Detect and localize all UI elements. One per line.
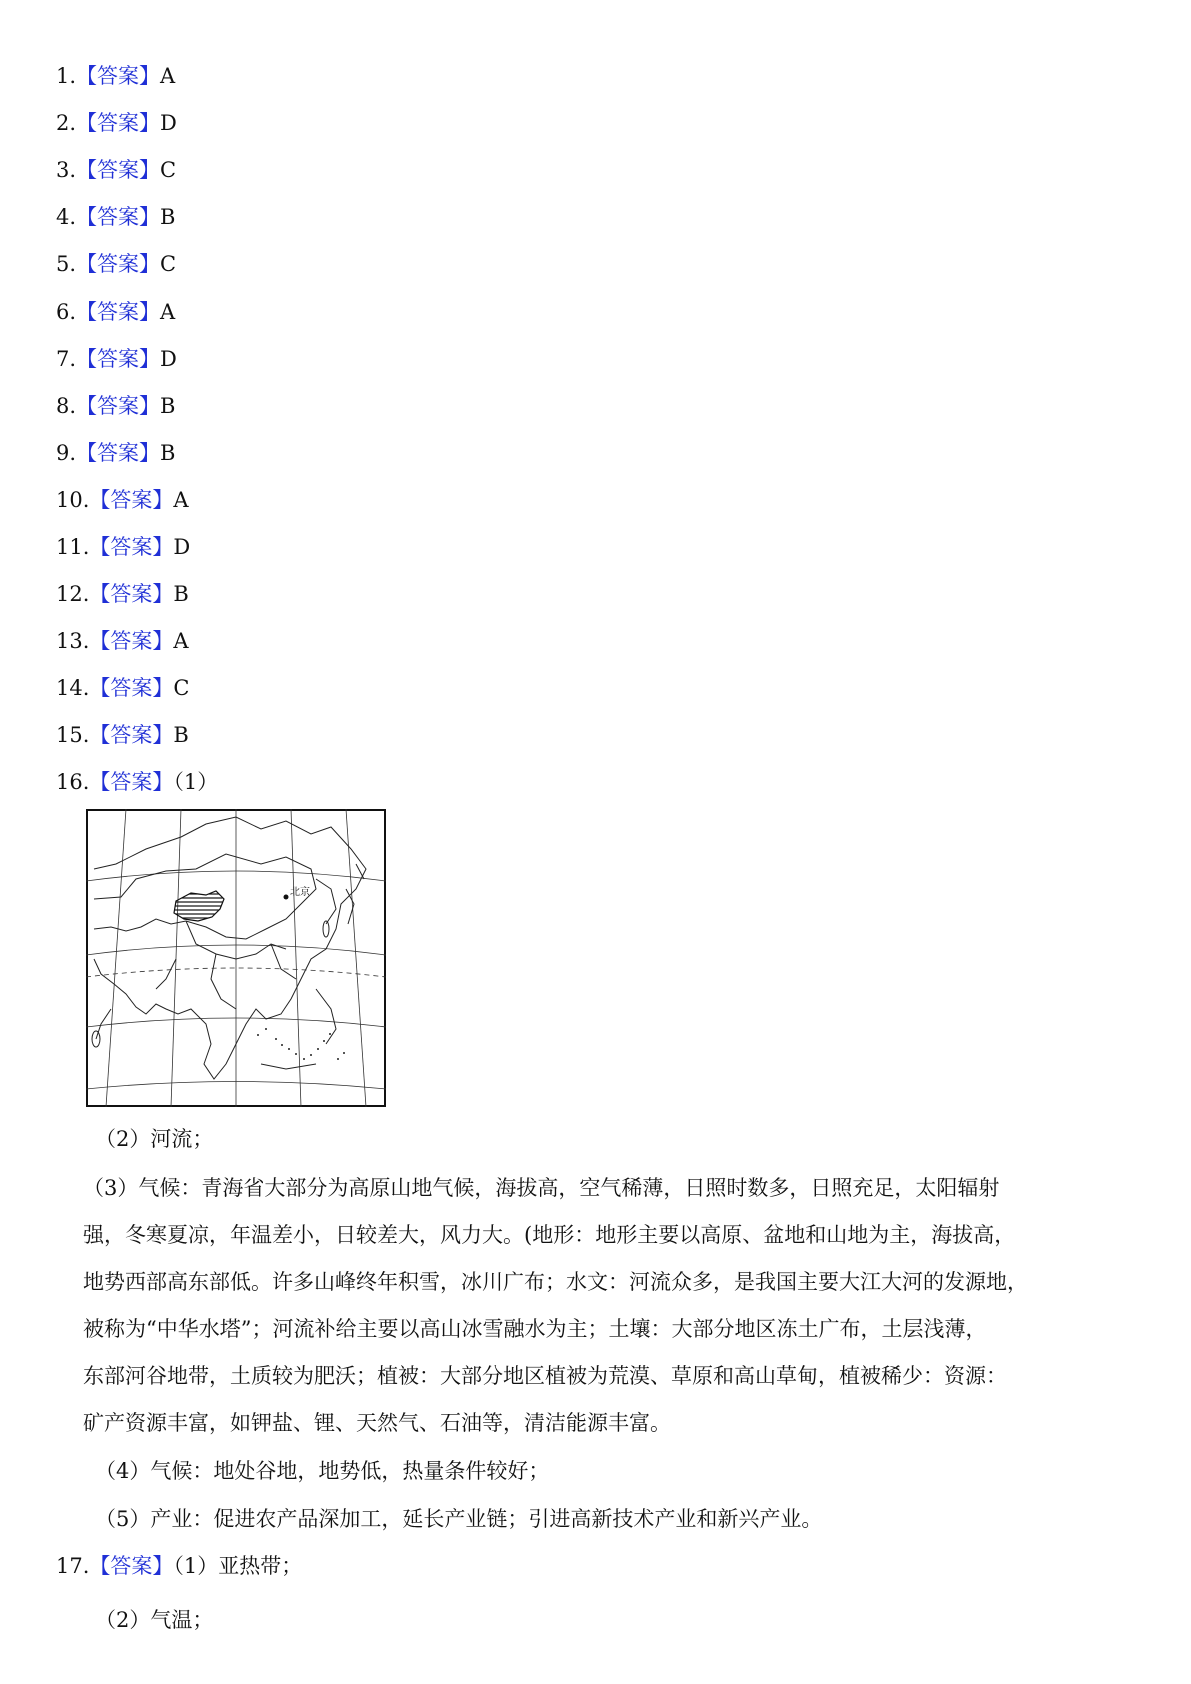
q16-part-2: （2）河流； [95,1127,214,1151]
q16-part-3-line: 矿产资源丰富，如钾盐、锂、天然气、石油等，清洁能源丰富。 [83,1411,671,1435]
answer-number: 15. [56,723,90,747]
answer-tag: 【答案】 [76,300,161,324]
answer-value: B [160,205,176,229]
answer-line [56,438,175,468]
answer-value: D [160,111,177,135]
answer-value: B [173,582,189,606]
answer-tag: 【答案】 [76,441,161,465]
asia-map-figure [86,809,386,1107]
answer-tag: 【答案】 [89,723,174,747]
answer-number: 6. [56,300,77,324]
answer-line [56,485,189,515]
answer-line-16 [56,767,218,797]
answer-number: 5. [56,252,77,276]
answer-number: 2. [56,111,77,135]
q17-part-2: （2）气温； [95,1608,214,1632]
q16-part-3-line: 被称为“中华水塔”；河流补给主要以高山冰雪融水为主；土壤：大部分地区冻土广布，土层浅薄， [83,1317,987,1341]
answer-tag: 【答案】 [89,676,174,700]
answer-number: 12. [56,582,90,606]
answer-part-1: （1） [173,770,219,794]
answer-number: 13. [56,629,90,653]
answer-value: A [160,64,176,88]
q16-part-3 [83,1165,1133,1447]
q16-part-3-line: 东部河谷地带，土质较为肥沃；植被：大部分地区植被为荒漠、草原和高山草甸，植被稀少：资源： [83,1364,1007,1388]
answer-line [56,108,177,138]
answer-number: 7. [56,347,77,371]
answer-tag: 【答案】 [89,1554,174,1578]
answer-value: B [160,441,176,465]
answer-line [56,344,177,374]
answer-value: D [160,347,177,371]
answer-number: 4. [56,205,77,229]
answer-part-1: （1）亚热带； [173,1554,303,1578]
q16-part-3-line: （3）气候：青海省大部分为高原山地气候，海拔高，空气稀薄，日照时数多，日照充足，太阳辐射 [83,1176,1000,1200]
answer-tag: 【答案】 [76,205,161,229]
answer-number: 8. [56,394,77,418]
answer-line [56,155,176,185]
answer-value: C [173,676,190,700]
answer-line-17 [56,1551,302,1581]
answer-value: D [173,535,191,559]
answer-tag: 【答案】 [89,488,174,512]
answer-number: 14. [56,676,90,700]
answer-tag: 【答案】 [76,111,161,135]
q16-part-4: （4）气候：地处谷地，地势低，热量条件较好； [95,1459,550,1483]
answer-line [56,391,175,421]
answer-number: 1. [56,64,77,88]
answer-line [56,202,175,232]
answer-line [56,297,175,327]
q16-part-5: （5）产业：促进农产品深加工，延长产业链；引进高新技术产业和新兴产业。 [95,1507,823,1531]
q16-part-3-line: 地势西部高东部低。许多山峰终年积雪，冰川广布；水文：河流众多，是我国主要大江大河的发源地， [83,1270,1028,1294]
answer-value: B [173,723,189,747]
answer-tag: 【答案】 [89,770,174,794]
answer-value: B [160,394,176,418]
answer-number: 10. [56,488,90,512]
answer-line [56,626,189,656]
answer-tag: 【答案】 [76,158,161,182]
answer-number: 9. [56,441,77,465]
answer-number: 17. [56,1554,90,1578]
answer-line [56,579,189,609]
answer-tag: 【答案】 [76,64,161,88]
answer-tag: 【答案】 [89,629,174,653]
answer-tag: 【答案】 [76,252,161,276]
answer-number: 11. [56,535,90,559]
answer-value: A [173,488,189,512]
answer-tag: 【答案】 [76,347,161,371]
answer-line [56,61,175,91]
answer-value: A [173,629,189,653]
answer-line [56,720,189,750]
map-label-beijing: 北京 [290,887,310,898]
answer-number: 3. [56,158,77,182]
answer-number: 16. [56,770,90,794]
q16-part-3-line: 强，冬寒夏凉，年温差小，日较差大，风力大。(地形：地形主要以高原、盆地和山地为主，海拔高， [83,1223,1016,1247]
answer-tag: 【答案】 [89,582,174,606]
answer-line [56,673,189,703]
answer-line [56,249,176,279]
answer-value: C [160,252,177,276]
answer-tag: 【答案】 [76,394,161,418]
answer-value: A [160,300,176,324]
answer-line [56,532,190,562]
answer-value: C [160,158,177,182]
answer-tag: 【答案】 [89,535,174,559]
